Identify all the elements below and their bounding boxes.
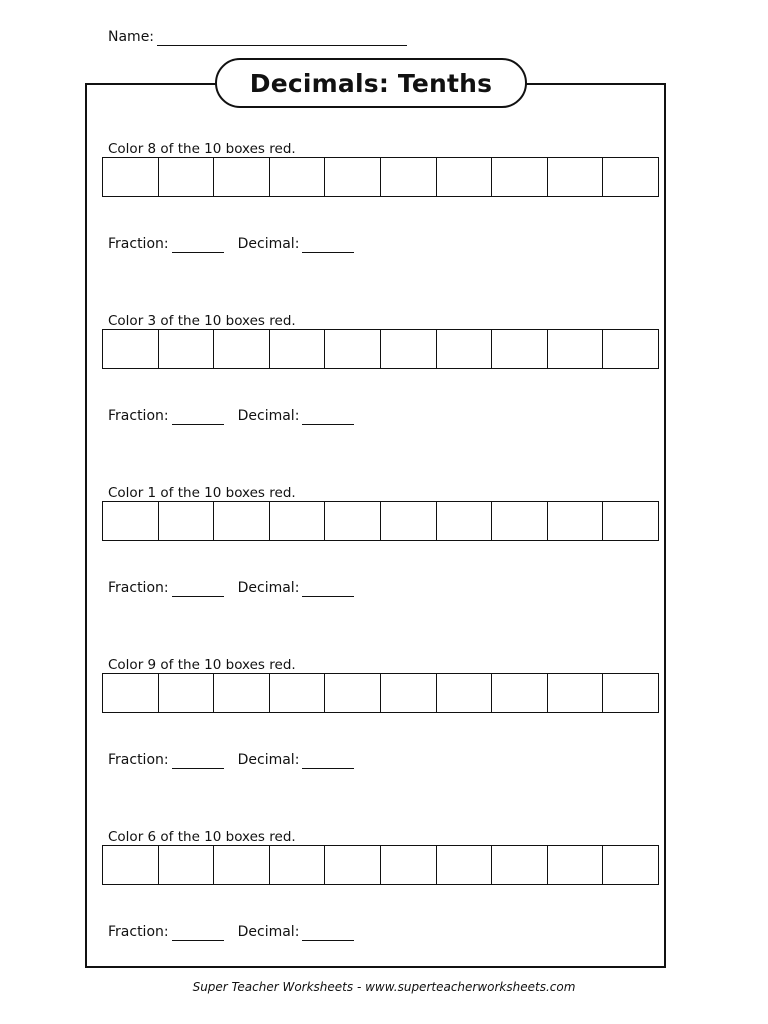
answer-row <box>108 235 354 253</box>
fraction-label: Fraction: <box>108 752 169 768</box>
tenths-box[interactable] <box>103 674 159 712</box>
tenths-box[interactable] <box>492 330 548 368</box>
decimal-label: Decimal: <box>237 580 300 596</box>
tenths-box[interactable] <box>270 158 326 196</box>
tenths-box-row <box>102 845 659 885</box>
tenths-box[interactable] <box>103 158 159 196</box>
decimal-label: Decimal: <box>237 924 300 940</box>
tenths-box[interactable] <box>437 158 493 196</box>
tenths-box[interactable] <box>325 674 381 712</box>
tenths-box[interactable] <box>270 846 326 884</box>
fraction-label: Fraction: <box>108 580 169 596</box>
tenths-box[interactable] <box>548 330 604 368</box>
problem-section <box>0 657 768 807</box>
tenths-box[interactable] <box>381 158 437 196</box>
tenths-box[interactable] <box>603 502 658 540</box>
tenths-box[interactable] <box>603 158 658 196</box>
tenths-box[interactable] <box>492 502 548 540</box>
problem-section <box>0 313 768 463</box>
fraction-answer-field[interactable] <box>172 238 224 253</box>
fraction-label: Fraction: <box>108 236 169 252</box>
decimal-answer-field[interactable] <box>302 926 354 941</box>
decimal-answer-field[interactable] <box>302 410 354 425</box>
tenths-box[interactable] <box>214 846 270 884</box>
tenths-box[interactable] <box>548 502 604 540</box>
footer-credit: Super Teacher Worksheets - www.superteacherworksheets.com <box>192 980 576 994</box>
name-label: Name: <box>108 29 155 45</box>
fraction-label: Fraction: <box>108 408 169 424</box>
problem-instruction: Color 8 of the 10 boxes red. <box>108 141 296 157</box>
tenths-box[interactable] <box>492 158 548 196</box>
tenths-box[interactable] <box>548 158 604 196</box>
tenths-box[interactable] <box>603 846 658 884</box>
fraction-label: Fraction: <box>108 924 169 940</box>
tenths-box[interactable] <box>325 846 381 884</box>
tenths-box[interactable] <box>270 502 326 540</box>
tenths-box[interactable] <box>103 846 159 884</box>
tenths-box[interactable] <box>159 158 215 196</box>
tenths-box[interactable] <box>381 674 437 712</box>
problem-section <box>0 141 768 291</box>
decimal-label: Decimal: <box>237 236 300 252</box>
tenths-box[interactable] <box>603 674 658 712</box>
tenths-box[interactable] <box>381 846 437 884</box>
decimal-label: Decimal: <box>237 408 300 424</box>
name-row <box>108 28 407 46</box>
problem-instruction: Color 9 of the 10 boxes red. <box>108 657 296 673</box>
tenths-box[interactable] <box>437 330 493 368</box>
tenths-box[interactable] <box>214 330 270 368</box>
tenths-box[interactable] <box>548 674 604 712</box>
tenths-box[interactable] <box>437 502 493 540</box>
tenths-box-row <box>102 501 659 541</box>
decimal-label: Decimal: <box>237 752 300 768</box>
tenths-box[interactable] <box>603 330 658 368</box>
problem-section <box>0 829 768 979</box>
fraction-answer-field[interactable] <box>172 582 224 597</box>
tenths-box[interactable] <box>325 158 381 196</box>
problem-instruction: Color 3 of the 10 boxes red. <box>108 313 296 329</box>
problem-instruction: Color 1 of the 10 boxes red. <box>108 485 296 501</box>
tenths-box[interactable] <box>103 330 159 368</box>
tenths-box[interactable] <box>270 330 326 368</box>
answer-row <box>108 751 354 769</box>
tenths-box-row <box>102 329 659 369</box>
tenths-box-row <box>102 673 659 713</box>
problem-instruction: Color 6 of the 10 boxes red. <box>108 829 296 845</box>
tenths-box[interactable] <box>325 330 381 368</box>
tenths-box[interactable] <box>437 846 493 884</box>
problem-section <box>0 485 768 635</box>
tenths-box[interactable] <box>325 502 381 540</box>
name-field[interactable] <box>157 31 407 46</box>
tenths-box[interactable] <box>159 674 215 712</box>
answer-row <box>108 923 354 941</box>
tenths-box[interactable] <box>381 330 437 368</box>
tenths-box[interactable] <box>214 674 270 712</box>
answer-row <box>108 579 354 597</box>
tenths-box-row <box>102 157 659 197</box>
tenths-box[interactable] <box>214 502 270 540</box>
worksheet-title: Decimals: Tenths <box>215 58 527 108</box>
tenths-box[interactable] <box>548 846 604 884</box>
fraction-answer-field[interactable] <box>172 926 224 941</box>
decimal-answer-field[interactable] <box>302 754 354 769</box>
tenths-box[interactable] <box>159 330 215 368</box>
answer-row <box>108 407 354 425</box>
tenths-box[interactable] <box>492 846 548 884</box>
tenths-box[interactable] <box>492 674 548 712</box>
tenths-box[interactable] <box>381 502 437 540</box>
tenths-box[interactable] <box>159 846 215 884</box>
fraction-answer-field[interactable] <box>172 410 224 425</box>
tenths-box[interactable] <box>270 674 326 712</box>
tenths-box[interactable] <box>159 502 215 540</box>
tenths-box[interactable] <box>103 502 159 540</box>
tenths-box[interactable] <box>437 674 493 712</box>
tenths-box[interactable] <box>214 158 270 196</box>
fraction-answer-field[interactable] <box>172 754 224 769</box>
decimal-answer-field[interactable] <box>302 238 354 253</box>
decimal-answer-field[interactable] <box>302 582 354 597</box>
